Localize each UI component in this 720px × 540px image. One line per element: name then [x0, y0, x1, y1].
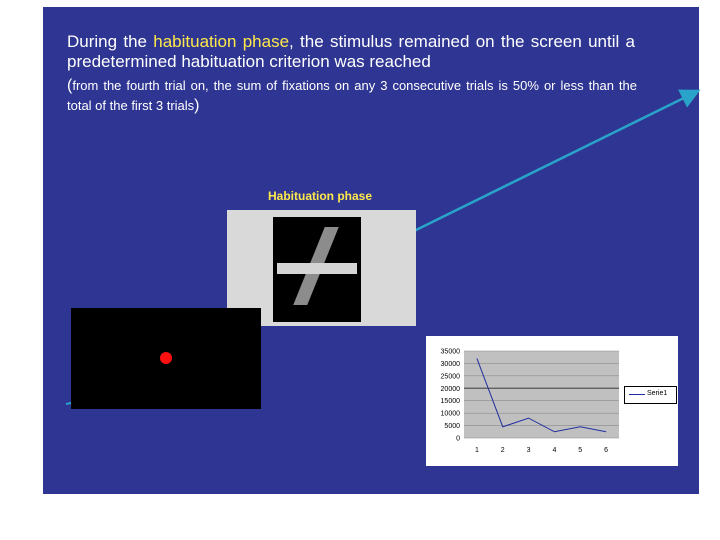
y-tick-label: 5000: [444, 423, 460, 431]
x-tick-label: 3: [526, 447, 531, 454]
note-close-paren: ): [194, 97, 200, 114]
arrow-to-corner: [412, 92, 696, 232]
y-tick-label: 20000: [440, 385, 460, 393]
heading-text-2: , the stimulus remained on the screen until a predetermined habituation criterion was reached: [67, 32, 635, 71]
y-tick-label: 30000: [440, 360, 460, 368]
y-tick-label: 25000: [440, 373, 460, 381]
note-text: from the fourth trial on, the sum of fixations on any 3 consecutive trials is 50% or less than the total of the first 3 trials: [67, 78, 637, 113]
stimulus-screen: [273, 217, 361, 322]
heading-text-1: During the: [67, 32, 154, 51]
y-tick-label: 15000: [440, 398, 460, 406]
x-tick-label: 6: [604, 447, 609, 454]
x-tick-label: 1: [474, 447, 479, 454]
habituation-phase-label: Habituation phase: [267, 189, 372, 203]
x-tick-label: 4: [552, 447, 557, 454]
y-tick-label: 35000: [440, 348, 460, 356]
chart-legend: [624, 386, 677, 404]
fixation-screen: [71, 308, 261, 409]
habituation-chart: [426, 336, 678, 466]
heading-highlight: habituation phase: [153, 32, 290, 51]
x-tick-label: 5: [578, 447, 583, 454]
stimulus-horizontal-bar: [277, 263, 357, 274]
x-tick-label: 2: [500, 447, 505, 454]
fixation-dot: [160, 352, 172, 364]
legend-swatch: [629, 394, 645, 395]
note-open-paren: (: [67, 77, 73, 94]
y-tick-label: 10000: [440, 410, 460, 418]
y-tick-label: 0: [456, 435, 460, 443]
legend-label: Serie1: [647, 390, 668, 397]
